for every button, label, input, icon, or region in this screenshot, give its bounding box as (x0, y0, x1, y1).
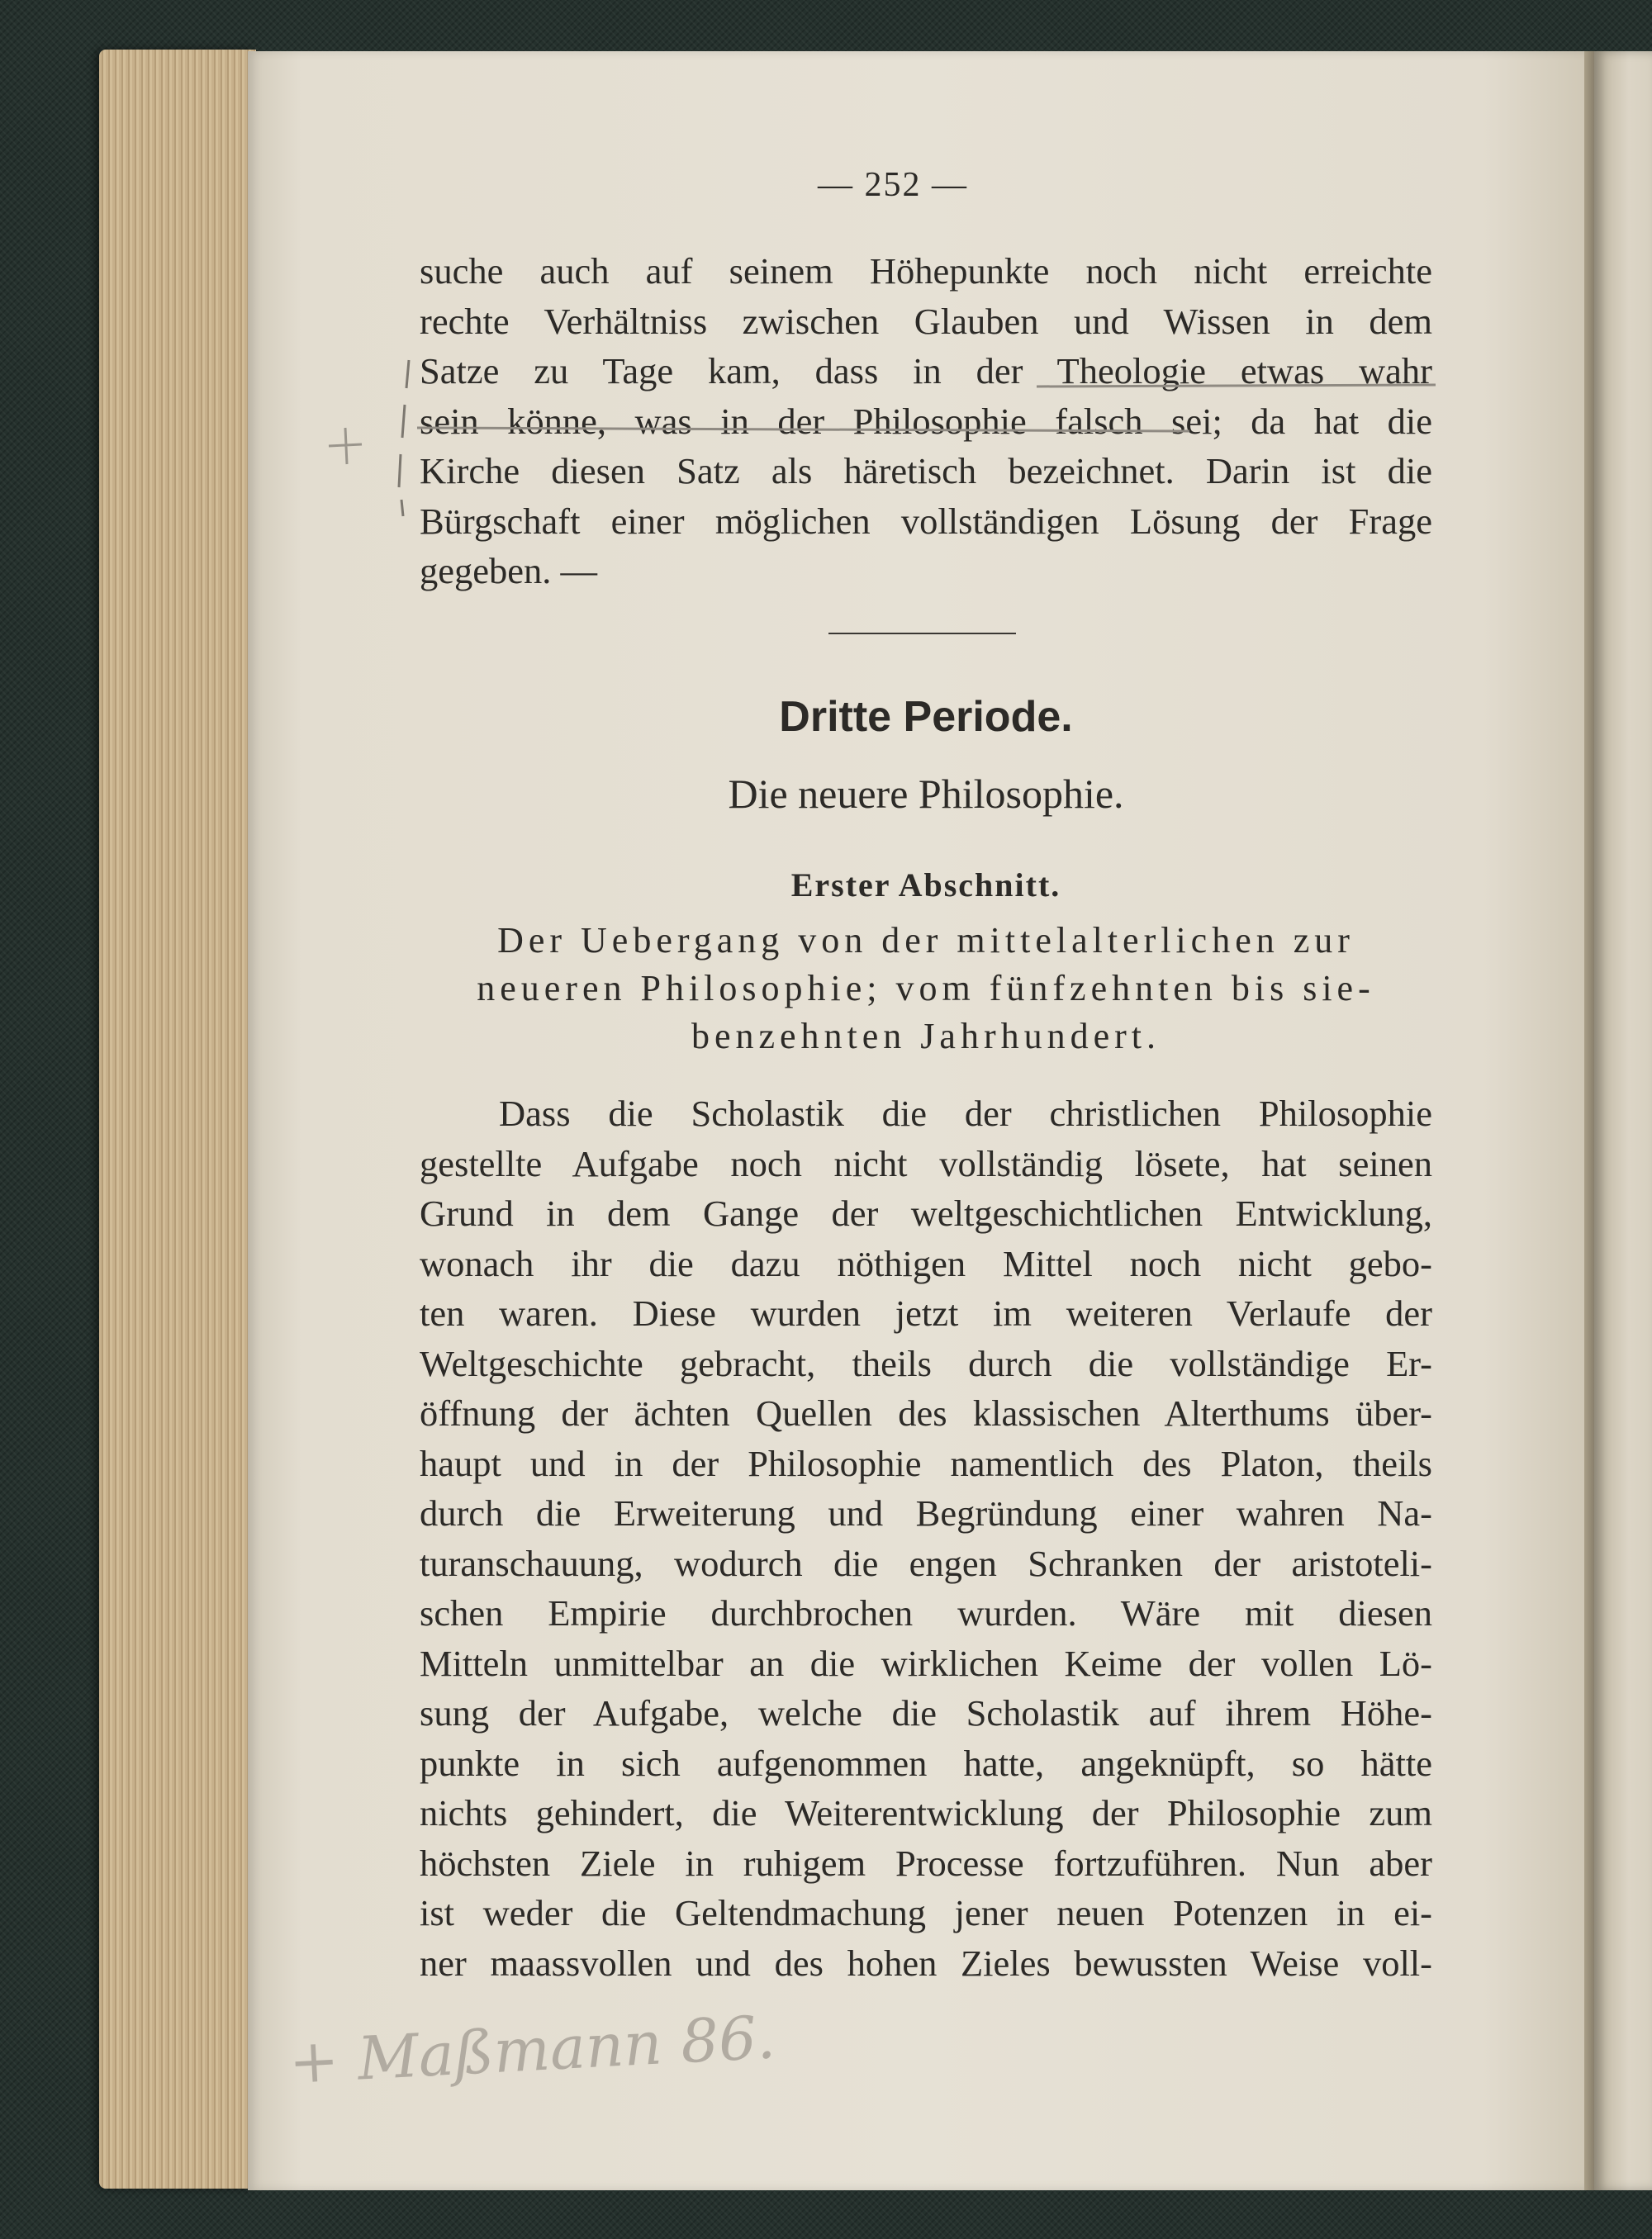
section-title-line: neueren Philosophie; vom fünfzehnten bis sie- (477, 968, 1375, 1008)
section-heading: Erster Abschnitt. (790, 866, 1061, 904)
text-line: haupt und in der Philosophie namentlich des Platon, theils (420, 1442, 1432, 1484)
text-line: öffnung der ächten Quellen des klassischen Alterthums über- (420, 1392, 1432, 1434)
text-line: Dass die Scholastik die der christlichen Philosophie (499, 1093, 1432, 1134)
text-line: ist weder die Geltendmachung jener neuen Potenzen in ei- (420, 1892, 1432, 1933)
period-heading: Dritte Periode. (779, 693, 1073, 741)
text-line: durch die Erweiterung und Begründung einer wahren Na- (420, 1492, 1432, 1534)
text-line: ner maassvollen und des hohen Zieles bewussten Weise voll- (420, 1942, 1432, 1984)
text-line: punkte in sich aufgenommen hatte, angeknüpft, so hätte (420, 1742, 1432, 1784)
text-line: rechte Verhältniss zwischen Glauben und Wissen in dem (420, 300, 1432, 342)
text-line: turanschauung, wodurch die engen Schranken der aristoteli- (420, 1542, 1432, 1584)
period-subheading: Die neuere Philosophie. (728, 771, 1124, 817)
text-line: Kirche diesen Satz als häretisch bezeichnet. Darin ist die (420, 450, 1432, 491)
page-number: — 252 — (818, 166, 968, 204)
section-title-line: Der Uebergang von der mittelalterlichen zur (497, 920, 1355, 961)
pencil-margin-bracket (399, 360, 409, 516)
text-line: Bürgschaft einer möglichen vollständigen Lösung der Frage (420, 500, 1432, 542)
section-title-line: benzehnten Jahrhundert. (691, 1016, 1161, 1056)
text-line: Grund in dem Gange der weltgeschichtlichen Entwicklung, (420, 1193, 1432, 1234)
text-line: suche auch auf seinem Höhepunkte noch nicht erreichte (420, 250, 1432, 292)
text-line: schen Empirie durchbrochen wurden. Wäre mit diesen (420, 1592, 1432, 1634)
pencil-underline (1037, 385, 1436, 387)
text-line: sein könne, was in der Philosophie falsch sei; da hat die (420, 400, 1432, 442)
text-line: gegeben. — (420, 550, 598, 591)
text-line: Satze zu Tage kam, dass in der Theologie etwas wahr (420, 350, 1432, 391)
text-line: Mitteln unmittelbar an die wirklichen Keime der vollen Lö- (420, 1642, 1432, 1684)
text-line: Weltgeschichte gebracht, theils durch die vollständige Er- (420, 1342, 1432, 1384)
text-line: ten waren. Diese wurden jetzt im weiteren Verlaufe der (420, 1293, 1432, 1334)
text-line: nichts gehindert, die Weiterentwicklung der Philosophie zum (420, 1792, 1432, 1833)
pencil-underline (417, 428, 1189, 431)
text-line: gestellte Aufgabe noch nicht vollständig lösete, hat seinen (420, 1142, 1432, 1184)
text-line: wonach ihr die dazu nöthigen Mittel noch nicht gebo- (420, 1242, 1432, 1284)
text-line: höchsten Ziele in ruhigem Processe fortzuführen. Nun aber (420, 1842, 1432, 1884)
text-line: sung der Aufgabe, welche die Scholastik auf ihrem Höhe- (420, 1692, 1432, 1734)
handwritten-note: + Maßmann 86. (287, 2002, 777, 2097)
pencil-plus-icon (329, 428, 362, 464)
